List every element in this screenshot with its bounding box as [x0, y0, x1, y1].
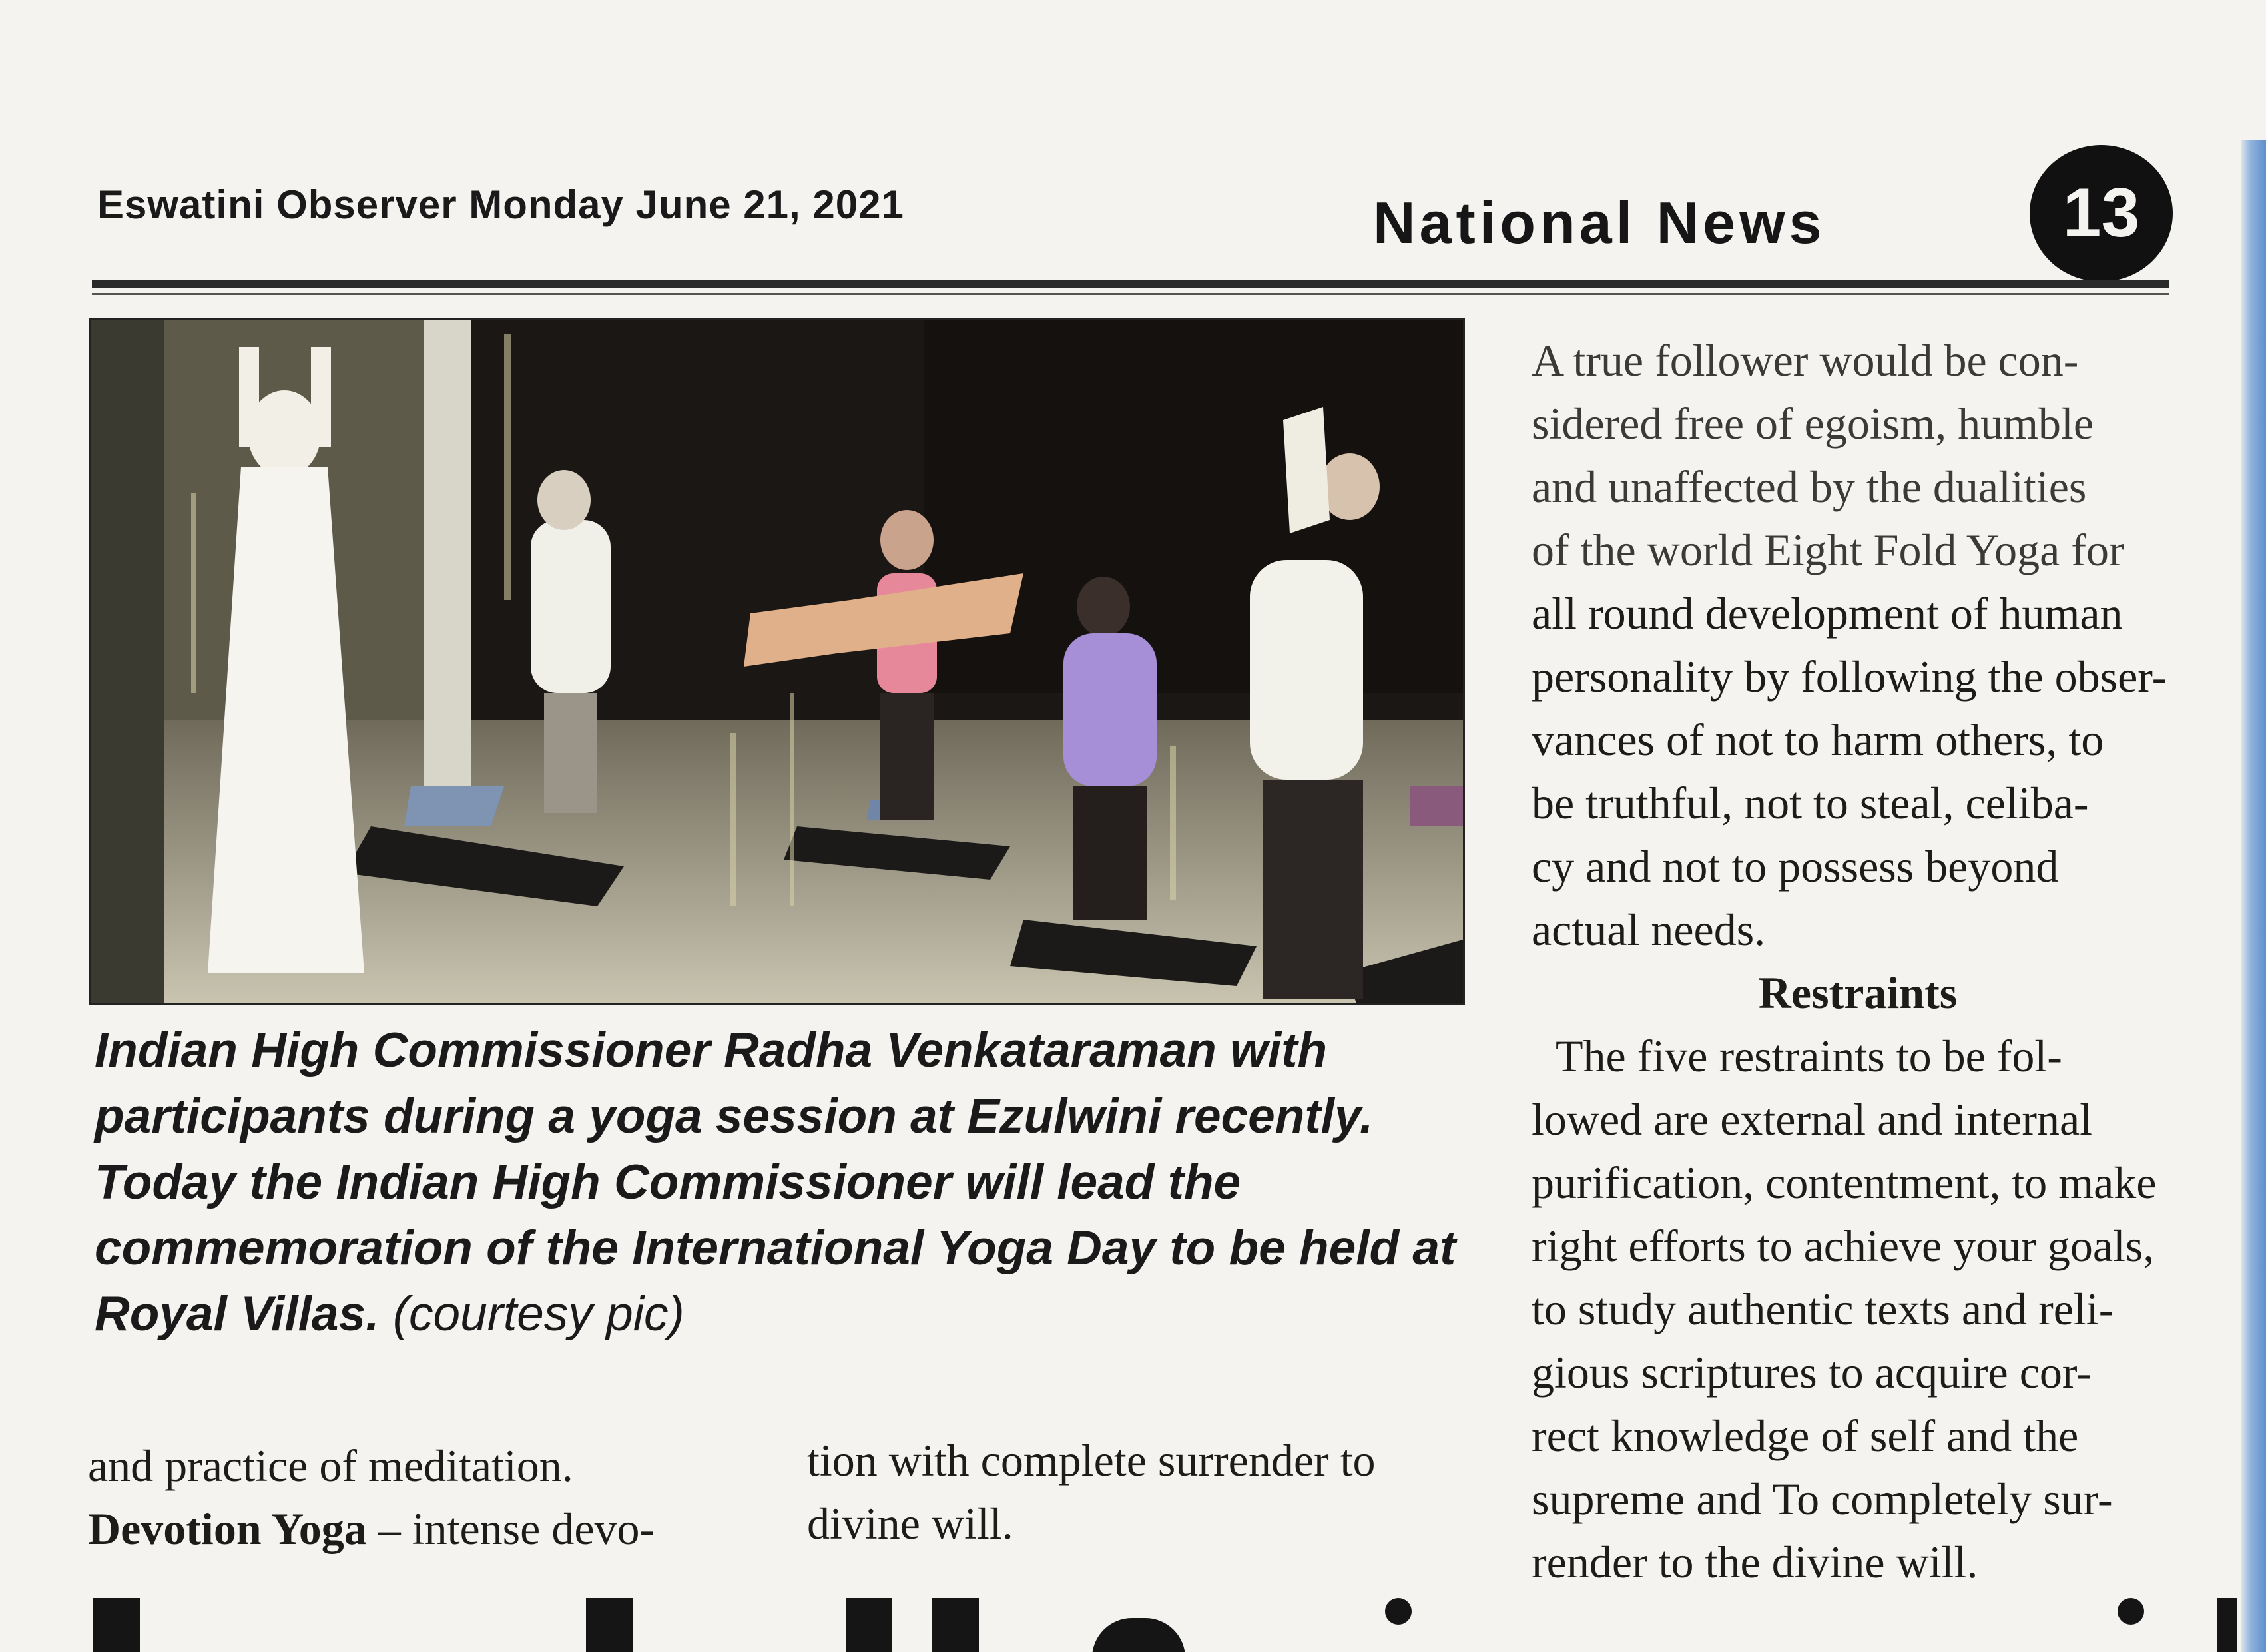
- article-column-a: [88, 1434, 754, 1561]
- col-c-para2-line: to study authentic texts and reli-: [1532, 1284, 2114, 1334]
- cropped-headline-tops: [80, 1598, 2237, 1652]
- col-c-para2-line: gious scriptures to acquire cor-: [1532, 1347, 2092, 1398]
- header-rule-thin: [92, 293, 2169, 295]
- cropped-glyph: [2217, 1598, 2237, 1652]
- col-c-para2-line: [1532, 1025, 2204, 1088]
- col-c-para2-first-line: The five restraints to be fol-: [1556, 1031, 2062, 1081]
- column-b-line-1: tion with complete surrender to: [807, 1435, 1376, 1486]
- cropped-glyph: [586, 1598, 633, 1652]
- col-c-para1-line: all round development of human: [1532, 588, 2123, 639]
- article-column-c: [1532, 329, 2204, 1594]
- col-c-para2-line: supreme and To completely sur-: [1532, 1474, 2113, 1524]
- caption-credit: (courtesy pic): [392, 1287, 685, 1341]
- cropped-glyph: [2118, 1598, 2144, 1625]
- column-a-line-1: and practice of meditation.: [88, 1440, 573, 1491]
- section-title: National News: [1373, 190, 1826, 256]
- col-c-para2-line: render to the divine will.: [1532, 1537, 1978, 1587]
- page-edge: [2241, 140, 2266, 1652]
- header-rule: [92, 280, 2169, 288]
- caption-text: Indian High Commissioner Radha Venkataraman with participants during a yoga session at Ezulwini recently. Today the Indian High Commissioner will lead the commemoration of the International Yoga Day to be held at Royal Villas.: [95, 1023, 1456, 1341]
- masthead-date: Eswatini Observer Monday June 21, 2021: [97, 182, 904, 227]
- page-number-badge: 13: [2030, 145, 2173, 282]
- col-c-para1-line: cy and not to possess beyond: [1532, 841, 2059, 892]
- column-b-line-2: divine will.: [807, 1498, 1013, 1549]
- article-column-b: [807, 1429, 1473, 1555]
- restraints-subheading: Restraints: [1758, 967, 1958, 1018]
- col-c-para1-line: be truthful, not to steal, celiba-: [1532, 778, 2089, 828]
- cropped-glyph: [932, 1598, 979, 1652]
- col-c-para2-line: purification, contentment, to make: [1532, 1157, 2157, 1208]
- col-c-para1-line: of the world Eight Fold Yoga for: [1532, 525, 2124, 575]
- col-c-para2-line: lowed are external and internal: [1532, 1094, 2093, 1145]
- col-c-para2-line: rect knowledge of self and the: [1532, 1410, 2079, 1461]
- col-c-para1-line: actual needs.: [1532, 904, 1766, 955]
- column-a-line-2-rest: – intense devo-: [366, 1504, 655, 1554]
- col-c-para1-line: vances of not to harm others, to: [1532, 714, 2104, 765]
- col-c-para1-line: and unaffected by the dualities: [1532, 461, 2087, 512]
- cropped-glyph: [846, 1598, 892, 1652]
- photo-caption: [95, 1017, 1486, 1347]
- col-c-para1-line: sidered free of egoism, humble: [1532, 398, 2094, 449]
- yoga-session-photo: [89, 318, 1465, 1005]
- yoga-photo-illustration: [91, 320, 1463, 1003]
- col-c-para1-line: personality by following the obser-: [1532, 651, 2167, 702]
- column-a-line-2: [88, 1498, 754, 1561]
- col-c-para1-line: A true follower would be con-: [1532, 335, 2079, 386]
- cropped-glyph: [1092, 1618, 1185, 1652]
- cropped-glyph: [93, 1598, 140, 1652]
- devotion-yoga-term: Devotion Yoga: [88, 1504, 367, 1554]
- cropped-glyph: [1385, 1598, 1412, 1625]
- col-c-para2-line: right efforts to achieve your goals,: [1532, 1221, 2155, 1271]
